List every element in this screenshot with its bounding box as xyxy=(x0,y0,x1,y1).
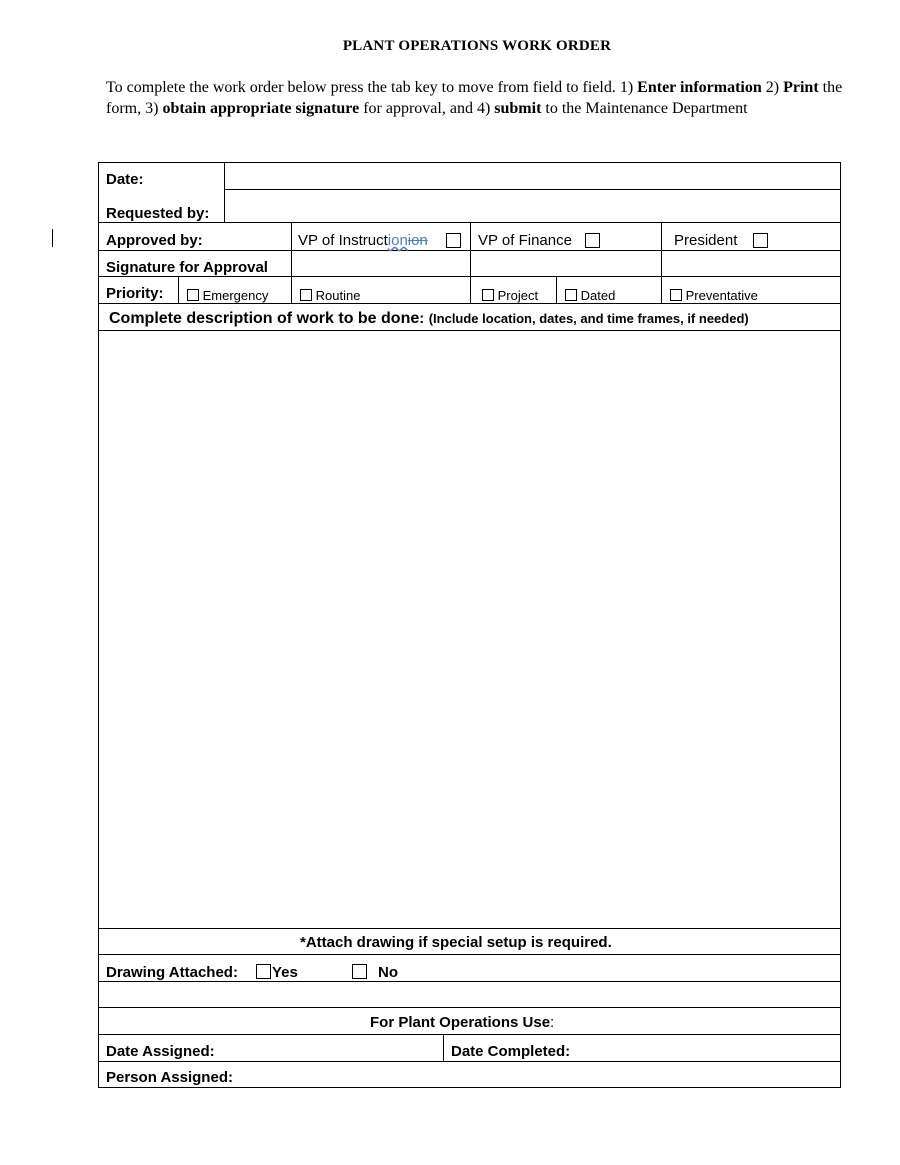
cell-divider xyxy=(443,1034,444,1061)
table-border-top xyxy=(98,162,841,163)
date-label: Date: xyxy=(106,171,144,188)
vp-instruction-option xyxy=(298,233,428,248)
priority-option-project[interactable] xyxy=(482,289,538,302)
priority-label: Priority: xyxy=(106,285,164,302)
drawing-yes-checkbox[interactable] xyxy=(256,964,271,979)
priority-option-preventative[interactable] xyxy=(670,289,758,302)
date-field[interactable] xyxy=(226,164,839,188)
plant-operations-use-heading xyxy=(370,1015,554,1031)
cell-divider xyxy=(178,276,179,303)
preventative-label: Preventative xyxy=(685,288,758,303)
signature-field-president[interactable] xyxy=(663,252,839,275)
drawing-no-label: No xyxy=(378,964,398,981)
table-border-left xyxy=(98,162,99,1088)
instructions-text-4: for approval, and 4) xyxy=(359,99,495,117)
row-divider xyxy=(98,303,841,304)
signature-field-vp-instruction[interactable] xyxy=(293,252,469,275)
priority-option-emergency[interactable] xyxy=(187,289,268,302)
instructions-step-submit: submit xyxy=(494,99,542,117)
description-textarea[interactable] xyxy=(100,332,839,927)
signature-for-approval-label: Signature for Approval xyxy=(106,259,268,276)
vp-finance-label: VP of Finance xyxy=(478,232,572,249)
cell-divider xyxy=(291,222,292,303)
table-border-right xyxy=(840,162,841,1088)
row-divider xyxy=(98,928,841,929)
vp-instruction-checkbox[interactable] xyxy=(446,233,461,248)
description-label: Complete description of work to be done xyxy=(109,310,420,327)
routine-label: Routine xyxy=(315,288,361,303)
row-divider xyxy=(98,954,841,955)
row-divider xyxy=(98,1007,841,1008)
approved-by-label: Approved by: xyxy=(106,232,203,249)
date-completed-field[interactable] xyxy=(585,1036,839,1060)
priority-option-routine[interactable] xyxy=(300,289,360,302)
instructions-step-enter: Enter information xyxy=(637,79,762,96)
vp-instruction-label: VP of Instruct xyxy=(298,232,388,249)
president-label: President xyxy=(674,232,738,249)
date-assigned-field[interactable] xyxy=(230,1036,442,1060)
tracked-deletion-text: ion xyxy=(407,232,428,249)
person-assigned-label: Person Assigned: xyxy=(106,1069,233,1086)
text-cursor xyxy=(52,229,53,247)
dated-checkbox[interactable] xyxy=(565,289,577,301)
president-checkbox[interactable] xyxy=(753,233,768,248)
row-divider xyxy=(98,330,841,331)
requested-by-field[interactable] xyxy=(226,191,839,221)
description-hint: (Include location, dates, and time frames, if needed) xyxy=(428,311,749,326)
drawing-yes-label: Yes xyxy=(272,964,298,981)
cell-divider xyxy=(556,276,557,303)
emergency-checkbox[interactable] xyxy=(187,289,199,301)
row-divider xyxy=(224,189,841,190)
requested-by-label: Requested by: xyxy=(106,205,210,222)
blank-row-field[interactable] xyxy=(100,983,839,1006)
instructions-step-signature: obtain appropriate signature xyxy=(162,99,360,117)
description-colon: : xyxy=(419,310,425,327)
signature-field-vp-finance[interactable] xyxy=(472,252,660,275)
date-assigned-label: Date Assigned: xyxy=(106,1043,215,1060)
project-checkbox[interactable] xyxy=(482,289,494,301)
preventative-checkbox[interactable] xyxy=(670,289,682,301)
row-divider xyxy=(98,1034,841,1035)
person-assigned-field[interactable] xyxy=(250,1063,839,1086)
project-label: Project xyxy=(497,288,539,303)
attach-drawing-note: *Attach drawing if special setup is required. xyxy=(300,934,612,951)
plant-operations-use-colon: : xyxy=(550,1014,555,1031)
drawing-attached-label: Drawing Attached: xyxy=(106,964,238,981)
instructions-text-1: To complete the work order below press the tab key to move from field to field. 1) xyxy=(106,79,638,96)
description-header xyxy=(109,311,749,327)
routine-checkbox[interactable] xyxy=(300,289,312,301)
cell-divider xyxy=(661,222,662,303)
plant-operations-use-label: For Plant Operations Use xyxy=(370,1014,551,1031)
row-divider xyxy=(98,981,841,982)
vp-finance-checkbox[interactable] xyxy=(585,233,600,248)
cell-divider xyxy=(224,162,225,223)
spellcheck-squiggle-text: ion xyxy=(387,232,408,249)
table-border-bottom xyxy=(98,1087,841,1088)
cell-divider xyxy=(470,222,471,303)
form-title: PLANT OPERATIONS WORK ORDER xyxy=(342,38,612,54)
instructions-step-print: Print xyxy=(783,79,819,96)
emergency-label: Emergency xyxy=(202,288,269,303)
dated-label: Dated xyxy=(580,288,616,303)
drawing-no-checkbox[interactable] xyxy=(352,964,367,979)
row-divider xyxy=(98,1061,841,1062)
instructions-text-3: the form, 3) xyxy=(106,79,843,117)
instructions-paragraph xyxy=(106,78,846,119)
instructions-text-2: 2) xyxy=(761,79,784,96)
priority-option-dated[interactable] xyxy=(565,289,615,302)
instructions-text-5: to the Maintenance Department xyxy=(541,99,748,117)
date-completed-label: Date Completed: xyxy=(451,1043,571,1060)
